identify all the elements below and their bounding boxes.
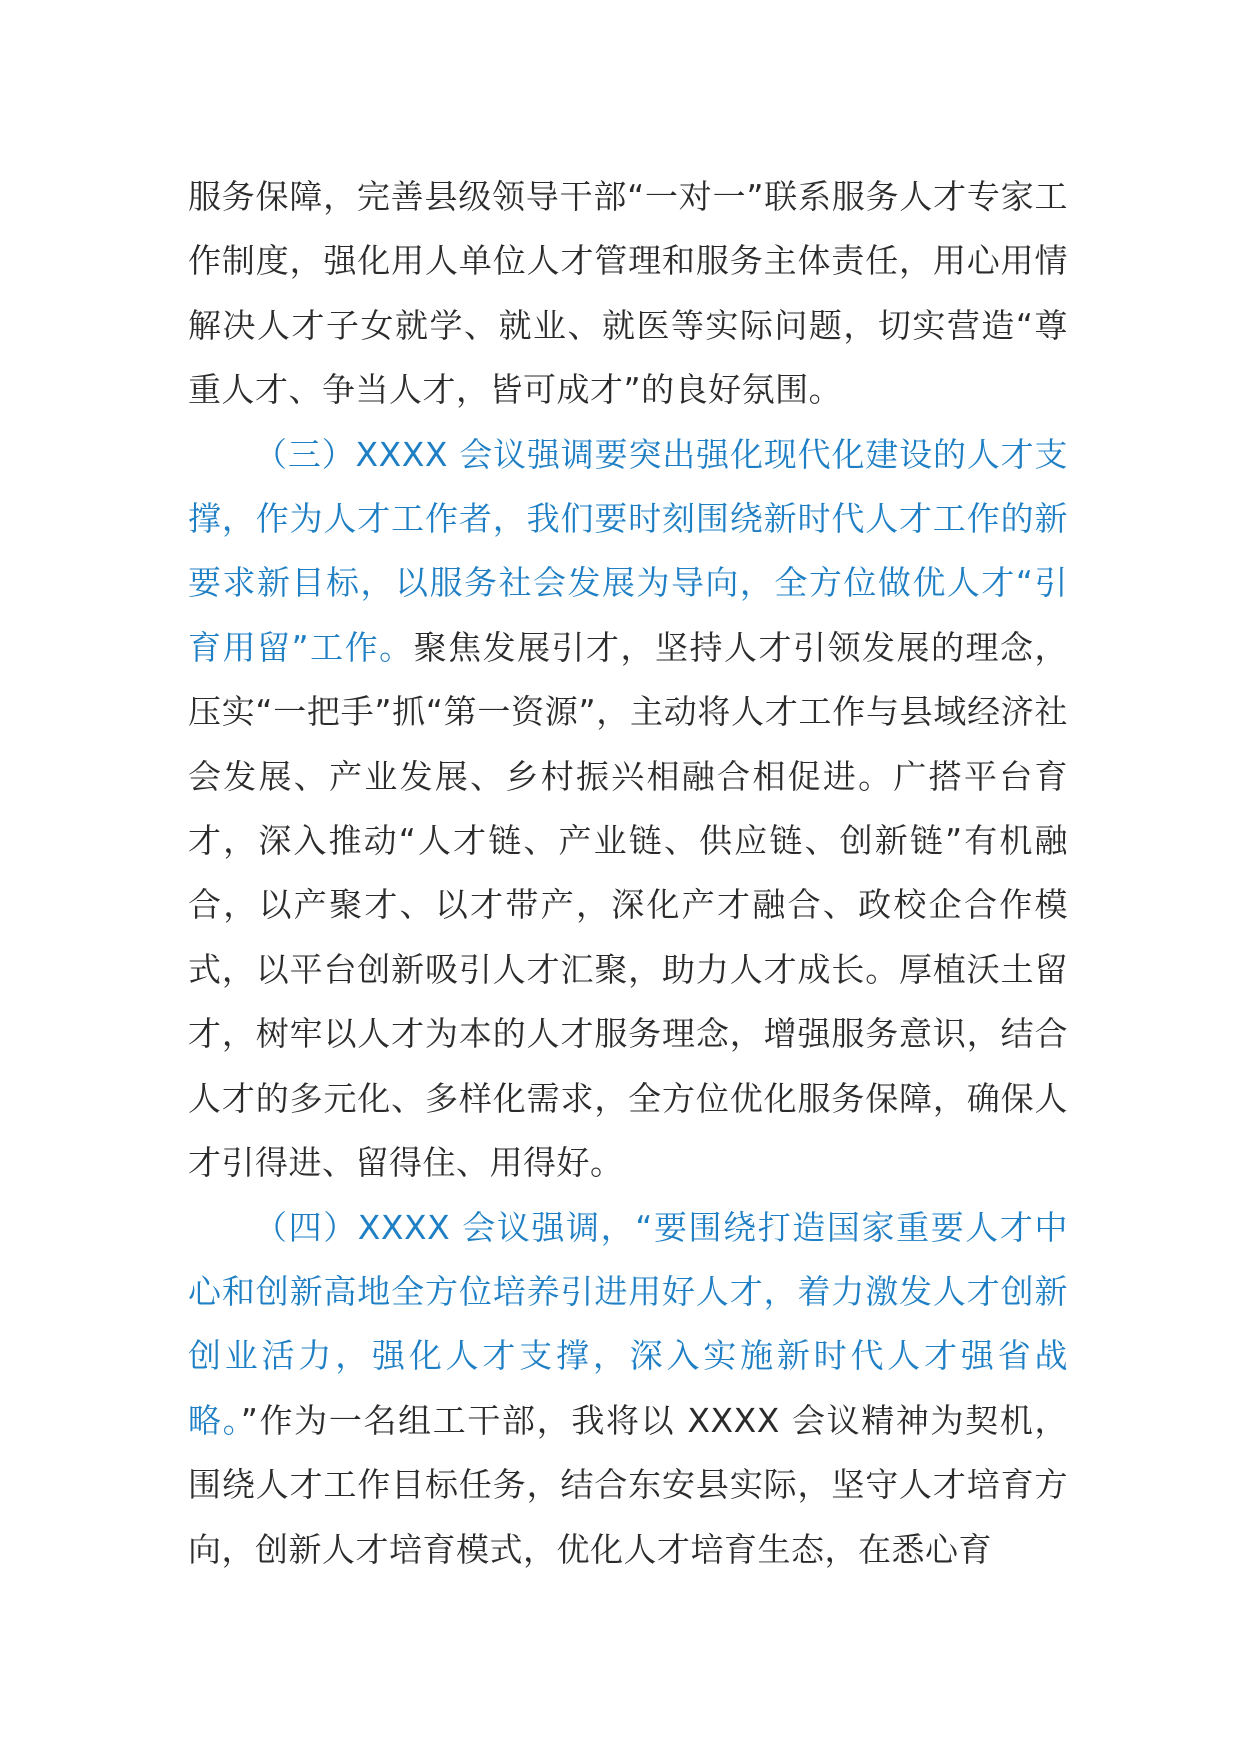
body-text: [188, 165, 1068, 1582]
paragraph-2-text: 聚焦发展引才，坚持人才引领发展的理念，压实“一把手”抓“第一资源”，主动将人才工作与县域经济社会发展、产业发展、乡村振兴相融合相促进。广搭平台育才，深入推动“人才链、产业链、供应链、创新链”有机融合，以产聚才、以才带产，深化产才融合、政校企合作模式，以平台创新吸引人才汇聚，助力人才成长。厚植沃土留才，树牢以人才为本的人才服务理念，增强服务意识，结合人才的多元化、多样化需求，全方位优化服务保障，确保人才引得进、留得住、用得好。: [188, 627, 1068, 1183]
paragraph-3-text: ”作为一名组工干部，我将以 XXXX 会议精神为契机，围绕人才工作目标任务，结合东安县实际，坚守人才培育方向，创新人才培育模式，优化人才培育生态，在悉心育: [188, 1400, 1068, 1569]
paragraph-2-highlight: （三）XXXX 会议强调要突出强化现代化建设的人才支撑，作为人才工作者，我们要时刻围绕新时代人才工作的新要求新目标，以服务社会发展为导向，全方位做优人才“引育用留”工作。: [188, 434, 1068, 667]
paragraph-3: [188, 1196, 1068, 1582]
paragraph-3-highlight: （四）XXXX 会议强调，“要围绕打造国家重要人才中心和创新高地全方位培养引进用好人才，着力激发人才创新创业活力，强化人才支撑，深入实施新时代人才强省战略。: [188, 1207, 1068, 1440]
paragraph-1-text: 服务保障，完善县级领导干部“一对一”联系服务人才专家工作制度，强化用人单位人才管理和服务主体责任，用心用情解决人才子女就学、就业、就医等实际问题，切实营造“尊重人才、争当人才，皆可成才”的良好氛围。: [188, 177, 1068, 410]
paragraph-1: [188, 165, 1068, 423]
paragraph-2: [188, 423, 1068, 1196]
